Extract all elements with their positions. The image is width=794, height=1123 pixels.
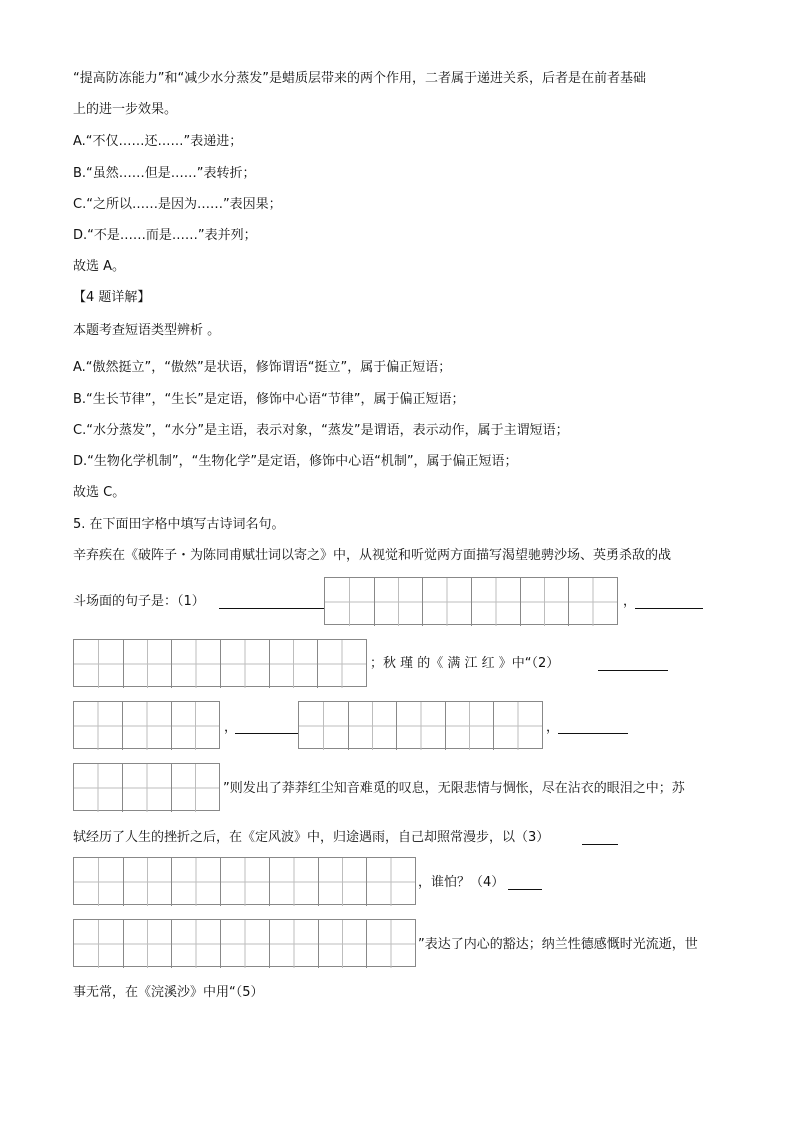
- comma: ，: [623, 594, 637, 609]
- blank-2a[interactable]: [598, 670, 668, 671]
- blank-4a[interactable]: [508, 889, 542, 890]
- q4-answer: 故选 C。: [73, 485, 126, 500]
- analysis-option-a: A.“不仅……还……”表递进；: [73, 134, 243, 149]
- blank-2c[interactable]: [558, 733, 628, 734]
- tianzige-grid-1b[interactable]: [73, 639, 367, 687]
- blank-1a[interactable]: [219, 608, 325, 609]
- tianzige-grid-2c[interactable]: [73, 763, 220, 811]
- q4-intro: 本题考查短语类型辨析 。: [73, 323, 221, 338]
- blank-3a[interactable]: [582, 844, 618, 845]
- tianzige-grid-2a[interactable]: [73, 701, 220, 749]
- q5-line-9: 事无常，在《浣溪沙》中用“（5）: [73, 985, 264, 1000]
- tianzige-grid-3[interactable]: [73, 857, 416, 905]
- q4-option-d: D.“生物化学机制”，“生物化学”是定语，修饰中心语“机制”，属于偏正短语；: [73, 454, 518, 469]
- q4-option-b: B.“生长节律”，“生长”是定语，修饰中心语“节律”，属于偏正短语；: [73, 392, 465, 407]
- tianzige-grid-2b[interactable]: [298, 701, 543, 749]
- analysis-answer: 故选 A。: [73, 259, 126, 274]
- analysis-option-c: C.“之所以……是因为……”表因果；: [73, 197, 282, 212]
- comma: ，: [224, 720, 238, 735]
- q5-line-5: ”则发出了莽莽红尘知音难觅的叹息，无限悲情与惆怅，尽在沾衣的眼泪之中；苏: [223, 781, 685, 796]
- q5-line-2-prefix: 斗场面的句子是：（1）: [73, 594, 205, 609]
- q5-line-8: ”表达了内心的豁达；纳兰性德感慨时光流逝，世: [418, 937, 698, 952]
- q4-option-a: A.“傲然挺立”，“傲然”是状语，修饰谓语“挺立”，属于偏正短语；: [73, 360, 452, 375]
- tianzige-grid-4[interactable]: [73, 919, 416, 967]
- tianzige-grid-1a[interactable]: [324, 577, 618, 625]
- analysis-option-d: D.“不是……而是……”表并列；: [73, 228, 257, 243]
- analysis-line-2: 上的进一步效果。: [73, 102, 178, 117]
- blank-1b[interactable]: [635, 608, 703, 609]
- q4-option-c: C.“水分蒸发”，“水分”是主语，表示对象，“蒸发”是谓语，表示动作，属于主谓短语；: [73, 423, 569, 438]
- comma: ，: [546, 720, 560, 735]
- q4-heading: 【4 题详解】: [73, 290, 151, 305]
- analysis-option-b: B.“虽然……但是……”表转折；: [73, 166, 256, 181]
- q5-line-6: 轼经历了人生的挫折之后，在《定风波》中，归途遇雨，自己却照常漫步，以（3）: [73, 830, 550, 845]
- q5-line-1: 辛弃疾在《破阵子・为陈同甫赋壮词以寄之》中，从视觉和听觉两方面描写渴望驰骋沙场、英勇杀敌的战: [73, 548, 672, 563]
- q5-prompt: 5. 在下面田字格中填写古诗词名句。: [73, 517, 285, 532]
- blank-2b[interactable]: [235, 733, 299, 734]
- q5-line-7: ，谁怕？（4）: [418, 875, 505, 890]
- analysis-line-1: “提高防冻能力”和“减少水分蒸发”是蜡质层带来的两个作用，二者属于递进关系，后者是在前者基础: [73, 71, 646, 86]
- q5-line-3: ；秋 瑾 的《 满 江 红 》中“（2）: [370, 656, 560, 671]
